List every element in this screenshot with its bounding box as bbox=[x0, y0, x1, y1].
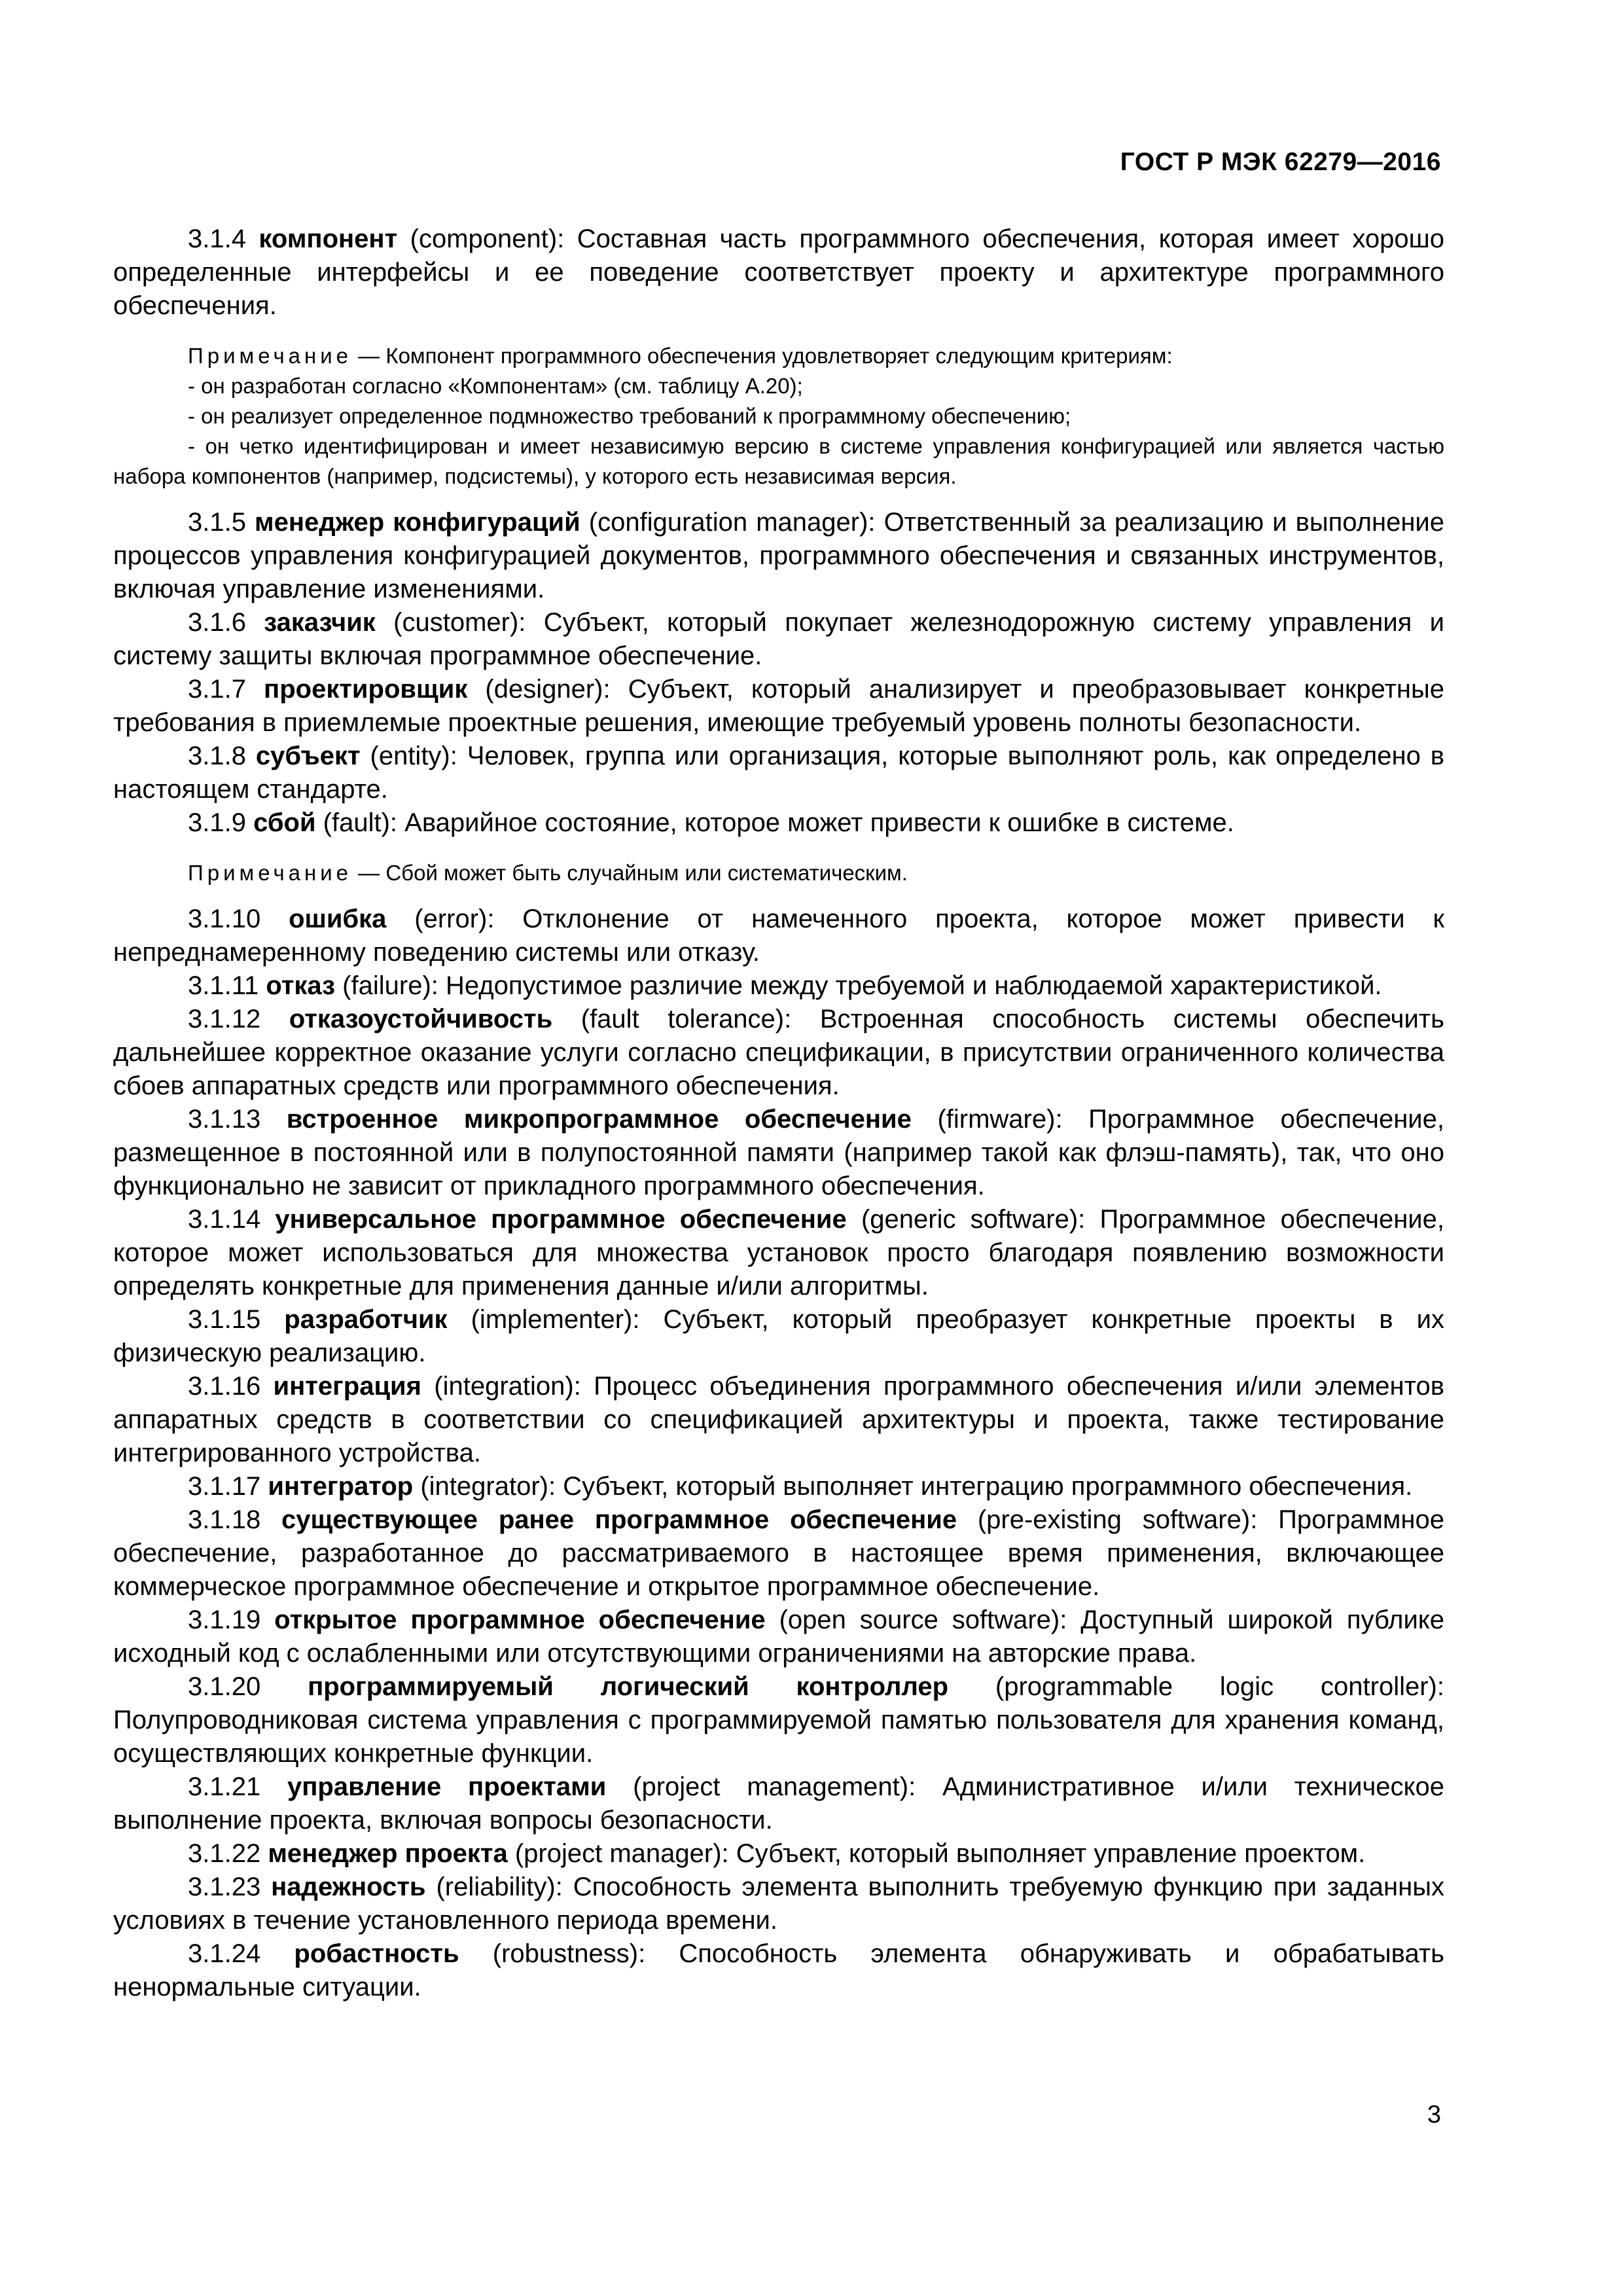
term-english: (project management) bbox=[633, 1772, 909, 1801]
term-definition: : Способность элемента выполнить требуемую функцию при заданных условиях в течение установленного периода времени. bbox=[113, 1873, 1444, 1935]
term-entry bbox=[113, 1837, 1444, 1871]
document-body bbox=[113, 223, 1444, 2004]
term-number: 3.1.17 bbox=[188, 1472, 261, 1501]
term-definition: : Полупроводниковая система управления с программируемой памятью пользователя для хранения команд, осуществляющих конкретные функции. bbox=[113, 1672, 1444, 1768]
note-item: - он разработан согласно «Компонентам» (см. таблицу А.20); bbox=[188, 374, 803, 398]
term-entry bbox=[113, 1370, 1444, 1470]
term-entry bbox=[113, 740, 1444, 806]
term-number: 3.1.10 bbox=[188, 905, 261, 933]
term-name: надежность bbox=[271, 1873, 426, 1901]
note-line bbox=[113, 858, 1444, 888]
term-number: 3.1.8 bbox=[188, 742, 246, 770]
term-english: (generic software) bbox=[861, 1205, 1079, 1234]
term-definition: : Ответственный за реализацию и выполнение процессов управления конфигурацией документов, программного обеспечения и связанных инструментов, включая управление изменениями. bbox=[113, 508, 1445, 603]
term-definition: : Субъект, который анализирует и преобразовывает конкретные требования в приемлемые проектные решения, имеющие требуемый уровень полноты безопасности. bbox=[113, 675, 1444, 737]
term-entry bbox=[113, 806, 1444, 840]
term-definition: : Субъект, который преобразует конкретные проекты в их физическую реализацию. bbox=[113, 1305, 1444, 1367]
term-definition: : Программное обеспечение, размещенное в постоянной или в полупостоянной памяти (например такой как флэш-память), так, что оно функционально не зависит от прикладного программного обеспечения. bbox=[113, 1105, 1444, 1200]
term-name: отказ bbox=[266, 971, 336, 1000]
term-english: (entity) bbox=[370, 742, 450, 770]
term-definition: : Составная часть программного обеспечения, которая имеет хорошо определенные интерфейсы и ее поведение соответствует проекту и архитектуре программного обеспечения. bbox=[113, 224, 1444, 320]
term-definition: : Программное обеспечение, которое может использоваться для множества установок просто благодаря появлению возможности определять конкретные для применения данные и/или алгоритмы. bbox=[113, 1205, 1444, 1300]
note-lead: Примечание bbox=[188, 344, 353, 368]
term-definition: : Встроенная способность системы обеспечить дальнейшее корректное оказание услуги согласно спецификации, в присутствии ограниченного количества сбоев аппаратных средств или программного обеспечения. bbox=[113, 1005, 1444, 1100]
term-english: (implementer) bbox=[471, 1305, 633, 1334]
term-english: (fault) bbox=[323, 808, 390, 837]
note-fault bbox=[113, 858, 1444, 888]
term-name: встроенное микропрограммное обеспечение bbox=[286, 1105, 912, 1134]
note-line bbox=[113, 341, 1444, 371]
term-entry bbox=[113, 506, 1444, 606]
note-text: — Компонент программного обеспечения удовлетворяет следующим критериям: bbox=[352, 344, 1173, 368]
term-number: 3.1.5 bbox=[188, 508, 246, 537]
term-number: 3.1.13 bbox=[188, 1105, 261, 1134]
term-number: 3.1.20 bbox=[188, 1672, 261, 1701]
term-entry bbox=[113, 1203, 1444, 1303]
term-number: 3.1.15 bbox=[188, 1305, 261, 1334]
note-item: - он реализует определенное подмножество требований к программному обеспечению; bbox=[188, 404, 1071, 428]
term-english: (configuration manager) bbox=[588, 508, 868, 537]
terms-group-b bbox=[113, 506, 1444, 840]
term-definition: : Процесс объединения программного обеспечения и/или элементов аппаратных средств в соответствии со спецификацией архитектуры и проекта, также тестирование интегрированного устройства. bbox=[113, 1372, 1444, 1467]
term-english: (firmware) bbox=[937, 1105, 1056, 1134]
term-english: (open source software) bbox=[779, 1605, 1060, 1634]
term-english: (customer) bbox=[393, 608, 519, 637]
term-entry bbox=[113, 223, 1444, 323]
term-entry bbox=[113, 1503, 1444, 1604]
term-definition: : Субъект, который выполняет управление проектом. bbox=[721, 1839, 1366, 1868]
term-english: (integration) bbox=[434, 1372, 574, 1401]
term-number: 3.1.18 bbox=[188, 1505, 261, 1534]
term-entry bbox=[113, 1670, 1444, 1770]
term-number: 3.1.12 bbox=[188, 1005, 261, 1033]
term-english: (programmable logic controller) bbox=[995, 1672, 1437, 1701]
term-number: 3.1.21 bbox=[188, 1772, 261, 1801]
term-english: (pre-existing software) bbox=[977, 1505, 1251, 1534]
term-entry bbox=[113, 1470, 1444, 1503]
term-number: 3.1.22 bbox=[188, 1839, 261, 1868]
term-number: 3.1.19 bbox=[188, 1605, 261, 1634]
term-name: проектировщик bbox=[264, 675, 468, 704]
term-entry bbox=[113, 1003, 1444, 1103]
note-text: — Сбой может быть случайным или систематическим. bbox=[352, 861, 908, 885]
term-english: (integrator) bbox=[420, 1472, 548, 1501]
term-number: 3.1.23 bbox=[188, 1873, 261, 1901]
term-definition: : Субъект, который выполняет интеграцию программного обеспечения. bbox=[548, 1472, 1413, 1501]
term-number: 3.1.7 bbox=[188, 675, 246, 704]
term-entry bbox=[113, 1770, 1444, 1837]
term-number: 3.1.9 bbox=[188, 808, 246, 837]
term-number: 3.1.11 bbox=[188, 971, 259, 1000]
term-name: открытое программное обеспечение bbox=[274, 1605, 766, 1634]
note-item: - он четко идентифицирован и имеет независимую версию в системе управления конфигурацией или является частью набора компонентов (например, подсистемы), у которого есть независимая версия. bbox=[113, 434, 1444, 488]
term-english: (project manager) bbox=[514, 1839, 722, 1868]
term-number: 3.1.16 bbox=[188, 1372, 261, 1401]
term-number: 3.1.4 bbox=[188, 224, 246, 253]
term-name: существующее ранее программное обеспечение bbox=[281, 1505, 957, 1534]
term-definition: : Аварийное состояние, которое может привести к ошибке в системе. bbox=[389, 808, 1234, 837]
note-component bbox=[113, 341, 1444, 492]
term-name: заказчик bbox=[264, 608, 376, 637]
term-name: интегратор bbox=[268, 1472, 414, 1501]
term-name: универсальное программное обеспечение bbox=[275, 1205, 847, 1234]
term-name: субъект bbox=[255, 742, 361, 770]
term-english: (designer) bbox=[485, 675, 603, 704]
term-english: (fault tolerance) bbox=[580, 1005, 785, 1033]
term-name: программируемый логический контроллер bbox=[308, 1672, 949, 1701]
term-definition: : Административное и/или техническое выполнение проекта, включая вопросы безопасности. bbox=[113, 1772, 1444, 1835]
term-definition: : Отклонение от намеченного проекта, которое может привести к непреднамеренному поведению системы или отказу. bbox=[113, 905, 1444, 967]
term-entry bbox=[113, 606, 1444, 673]
term-entry bbox=[113, 903, 1444, 969]
term-entry bbox=[113, 1604, 1444, 1670]
term-name: интеграция bbox=[273, 1372, 421, 1401]
term-definition: : Способность элемента обнаруживать и обрабатывать ненормальные ситуации. bbox=[113, 1939, 1444, 2001]
term-english: (reliability) bbox=[436, 1873, 556, 1901]
term-english: (error) bbox=[414, 905, 488, 933]
page-number: 3 bbox=[1427, 2101, 1441, 2128]
term-definition: : Субъект, который покупает железнодорожную систему управления и систему защиты включая программное обеспечение. bbox=[113, 608, 1444, 670]
term-name: отказоустойчивость bbox=[289, 1005, 553, 1033]
term-name: робастность bbox=[294, 1939, 459, 1968]
term-name: ошибка bbox=[289, 905, 387, 933]
term-entry bbox=[113, 1871, 1444, 1937]
term-english: (component) bbox=[410, 224, 558, 253]
term-entry bbox=[113, 1103, 1444, 1203]
term-entry bbox=[113, 969, 1444, 1003]
term-entry bbox=[113, 1937, 1444, 2004]
term-name: компонент bbox=[259, 224, 398, 253]
term-number: 3.1.6 bbox=[188, 608, 246, 637]
term-entry bbox=[113, 1303, 1444, 1370]
term-english: (failure) bbox=[342, 971, 431, 1000]
term-name: разработчик bbox=[284, 1305, 448, 1334]
note-lead: Примечание bbox=[188, 861, 353, 885]
terms-group-c bbox=[113, 903, 1444, 2004]
term-definition: : Человек, группа или организация, которые выполняют роль, как определено в настоящем стандарте. bbox=[113, 742, 1444, 804]
term-definition: : Недопустимое различие между требуемой и наблюдаемой характеристикой. bbox=[431, 971, 1382, 1000]
term-entry bbox=[113, 673, 1444, 740]
term-english: (robustness) bbox=[492, 1939, 639, 1968]
term-number: 3.1.24 bbox=[188, 1939, 261, 1968]
term-name: управление проектами bbox=[287, 1772, 607, 1801]
term-number: 3.1.14 bbox=[188, 1205, 261, 1234]
term-name: менеджер конфигураций bbox=[255, 508, 580, 537]
terms-group-a bbox=[113, 223, 1444, 323]
term-name: менеджер проекта bbox=[268, 1839, 508, 1868]
term-definition: : Программное обеспечение, разработанное до рассматриваемого в настоящее время применения, включающее коммерческое программное обеспечение и открытое программное обеспечение. bbox=[113, 1505, 1444, 1601]
document-header: ГОСТ Р МЭК 62279—2016 bbox=[1120, 148, 1441, 176]
term-definition: : Доступный широкой публике исходный код с ослабленными или отсутствующими ограничениями на авторские права. bbox=[113, 1605, 1444, 1668]
term-name: сбой bbox=[253, 808, 316, 837]
